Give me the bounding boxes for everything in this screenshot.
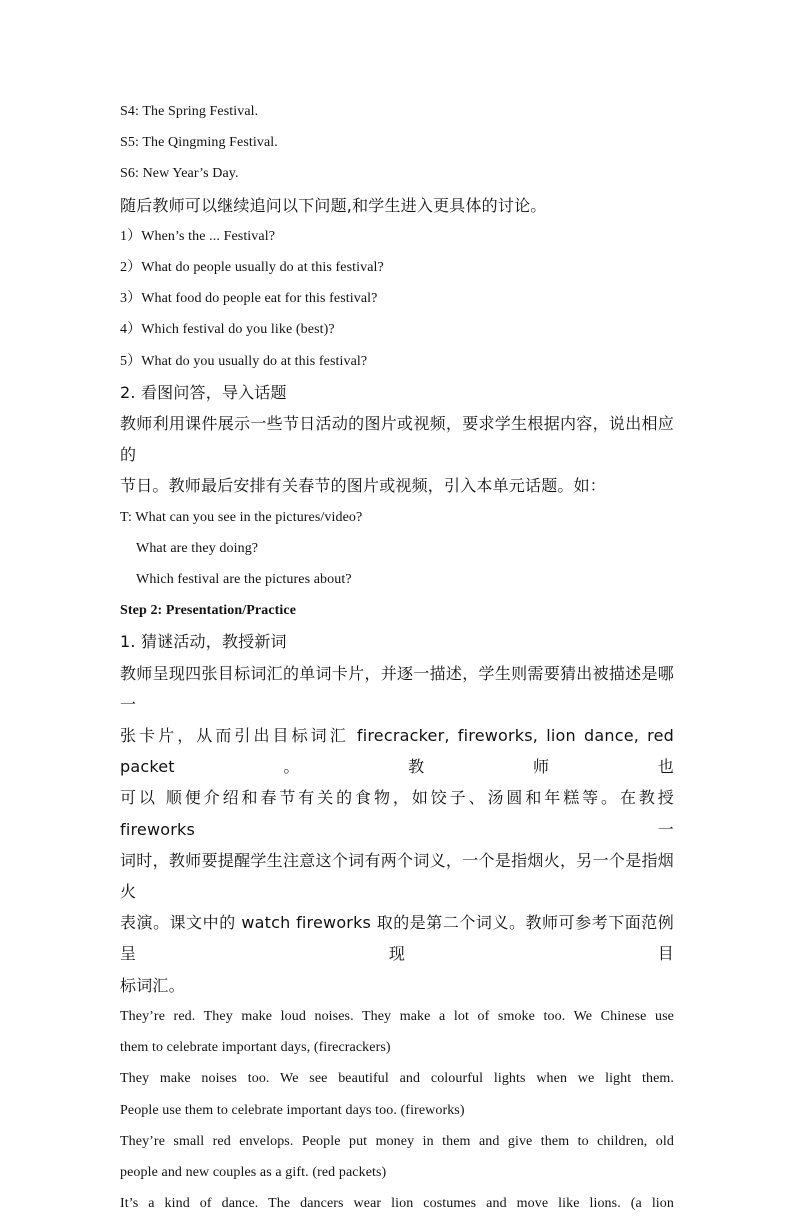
example-fireworks-line-1: They make noises too. We see beautiful and colourful lights when we light them. [120, 1071, 674, 1087]
section-heading-guessing: 1. 猜谜活动，教授新词 [120, 632, 287, 652]
teacher-question-3: Which festival are the pictures about? [136, 572, 352, 588]
paragraph-vocab-line-2: 张卡片，从而引出目标词汇 firecracker, fireworks, lion dance, red packet。教师也 [120, 726, 674, 777]
paragraph-vocab-line-3: 可以 顺便介绍和春节有关的食物，如饺子、汤圆和年糕等。在教授 fireworks 一 [120, 788, 674, 839]
document-page [120, 96, 674, 1219]
paragraph-vocab-line-1: 教师呈现四张目标词汇的单词卡片，并逐一描述，学生则需要猜出被描述是哪一 [120, 663, 674, 714]
paragraph-vocab-line-6: 标词汇。 [120, 975, 185, 995]
teacher-question-1: T: What can you see in the pictures/video? [120, 509, 363, 525]
example-firecrackers-line-2: them to celebrate important days, (firecrackers) [120, 1040, 391, 1056]
paragraph-vocab-line-4: 词时，教师要提醒学生注意这个词有两个词义，一个是指烟火，另一个是指烟火 [120, 850, 674, 902]
instruction-follow-up: 随后教师可以继续追问以下问题,和学生进入更具体的讨论。 [120, 195, 547, 215]
dialogue-line-s5: S5: The Qingming Festival. [120, 135, 278, 151]
question-3: 3）What food do people eat for this festival? [120, 291, 378, 307]
teacher-question-2: What are they doing? [136, 540, 259, 556]
question-5: 5）What do you usually do at this festival? [120, 353, 368, 369]
paragraph-intro-line-2: 节日。教师最后安排有关春节的图片或视频，引入本单元话题。如： [120, 476, 607, 496]
example-red-packets-line-2: people and new couples as a gift. (red packets) [120, 1164, 387, 1180]
dialogue-line-s4: S4: The Spring Festival. [120, 104, 259, 119]
paragraph-vocab-line-5: 表演。课文中的 watch fireworks 取的是第二个词义。教师可参考下面范例呈现目 [120, 913, 674, 964]
example-red-packets-line-1: They’re small red envelops. People put money in them and give them to children, old [120, 1133, 674, 1149]
section-heading-picture-qa: 2. 看图问答，导入话题 [120, 382, 287, 402]
question-4: 4）Which festival do you like (best)? [120, 322, 335, 338]
step-heading: Step 2: Presentation/Practice [120, 603, 297, 619]
example-lion-dance-line-1: It’s a kind of dance. The dancers wear lion costumes and move like lions. (a lion [120, 1196, 674, 1212]
example-firecrackers-line-1: They’re red. They make loud noises. They make a lot of smoke too. We Chinese use [120, 1008, 674, 1024]
question-1: 1）When’s the ... Festival? [120, 228, 276, 244]
question-2: 2）What do people usually do at this festival? [120, 260, 384, 276]
example-fireworks-line-2: People use them to celebrate important days too. (fireworks) [120, 1102, 465, 1118]
paragraph-intro-line-1: 教师利用课件展示一些节日活动的图片或视频，要求学生根据内容，说出相应的 [120, 414, 674, 465]
dialogue-line-s6: S6: New Year’s Day. [120, 166, 239, 182]
